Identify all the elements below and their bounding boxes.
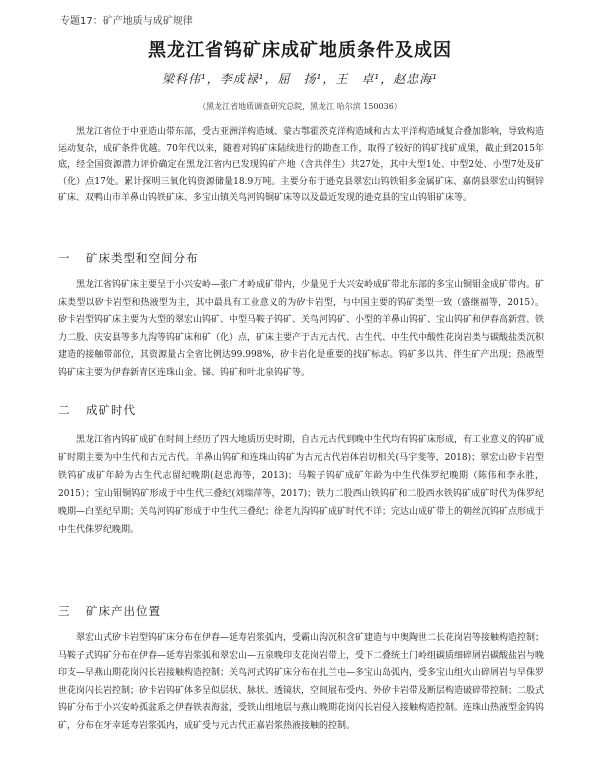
section-1-paragraph: 黑龙江省钨矿床主要呈于小兴安岭—张广才岭成矿带内，少量见于大兴安岭成矿带北东部的多宝山铜钼金成矿带内。矿床类型以矽卡岩型和热液型为主，其中最具有工业意义的为矽卡岩型，与中国主要的钨矿类型一致（盛继福等，2015）。矽卡岩型钨矿床主要为大型的翠宏山钨矿、中型马鞍子钨矿、关鸟河钨矿、小型的羊鼻山钨矿、宝山钨矿和伊春高新营、铁力二股、庆安县等多九沟等钨矿床和矿（化）点，矿床主要产于古元古代、古生代、中生代中酸性花岗岩类与碳酸盐类沉积建造的接触带部位，其资源量占全省比例达99.998%，矽卡岩化是重要的找矿标志。钨矿多以共、伴生矿产出现；热液型钨矿床主要为伊春新青区连珠山金、锑、钨矿和叶北泉钨矿等。	[58, 280, 545, 378]
author-list: 梁科伟¹，李成禄¹，屈 扬¹，王 卓¹，赵忠海¹	[161, 72, 439, 86]
section-2-heading	[58, 402, 136, 418]
abstract-paragraph: 黑龙江省位于中亚造山带东部，受古亚洲洋构造域、蒙古鄂霍茨克洋构造域和古太平洋构造域复合叠加影响，导致构造运动复杂，成矿条件优越。70年代以来，随着对钨矿床陆续进行的勘查工作，取得了较好的钨矿找矿成果，截止到2015年底，经全国资源潜力评价确定在黑龙江省内已发现钨矿产地（含共伴生）共27处，其中大型1处、中型2处、小型7处及矿（化）点17处。累计探明三氧化钨资源储量18.9万吨。主要分布于逊克县翠宏山钨铁钼多金属矿床、嘉荫县翠宏山钨铜锌矿床、双鸭山市羊鼻山钨铁矿床、多宝山镇关鸟河钨铜矿床等以及最近发现的逊克县的宝山钨钼矿床等。	[58, 127, 545, 204]
section-2-paragraph: 黑龙江省内钨矿成矿在时间上经历了四大地质历史时期，自古元古代到晚中生代均有钨矿床形成，有工业意义的钨矿成矿时期主要为中生代和古元古代。羊鼻山钨矿和连珠山钨矿为古元古代岩体岩切相关(马宇斐等，2018)；翠宏山矽卡岩型铁钨矿成矿年龄为古生代志留纪晚期(赵忠海等，2013)；马鞍子钨矿成矿年龄为中生代侏罗纪晚期（陈伟和李永胜，2015）；宝山钼铜钨矿形成于中生代三叠纪(刘瑞萍等，2017)；铁力二股西山铁钨矿和二股西水铁钨矿成矿时代为侏罗纪晚期—白垩纪早期；关鸟河钨矿形成于中生代三叠纪；徐老九沟钨矿成矿时代不详；完达山成矿带上的朝丝沉钨矿点形成于中生代侏罗纪晚期。	[58, 435, 545, 535]
affiliation: （黑龙江省地质调查研究总院，黑龙江 哈尔滨 150036）	[198, 102, 402, 111]
section-2-title: 成矿时代	[86, 403, 136, 417]
section-1-title: 矿床类型和空间分布	[86, 251, 199, 265]
section-3-title: 矿床产出位置	[86, 604, 161, 618]
section-2-number: 二	[58, 403, 71, 417]
paper-title: 黑龙江省钨矿床成矿地质条件及成因	[148, 40, 452, 61]
section-3-number: 三	[58, 604, 71, 618]
section-3-paragraph: 翠宏山式矽卡岩型钨矿床分布在伊春—延寿岩浆弧内，受霸山沟沉积含矿建造与中奥陶世二长花岗岩等接触构造控制；马鞍子式钨矿分布在伊春—延寿岩浆弧和翠宏山—五泉晚印支花岗岩带上，受下二叠统土门岭组碳质细碎屑岩碳酸盐岩与晚印支—早燕山期花岗闪长岩接触构造控制；关鸟河式钨矿床分布在扎兰屯—多宝山岛弧内，受多宝山组火山碎屑岩与早侏罗世花岗闪长岩控制；矽卡岩钨矿体多呈似层状、脉状、透镜状，空间展布受内、外矽卡岩带及断层构造破碎带控制；二股式钨矿分布于小兴安岭孤盆系之伊春铁表海盆，受铁山组地层与燕山晚期花岗闪长岩侵入接触构造控制。连珠山热液型金钨钨矿，分布在牙幸延寿岩浆弧内，成矿受与元古代正嘉岩浆热液接触的控制。	[58, 633, 545, 731]
running-header: 专题17：矿产地质与成矿规律	[60, 16, 193, 27]
section-1-heading	[58, 250, 199, 266]
section-1-number: 一	[58, 251, 71, 265]
section-3-heading	[58, 603, 161, 619]
